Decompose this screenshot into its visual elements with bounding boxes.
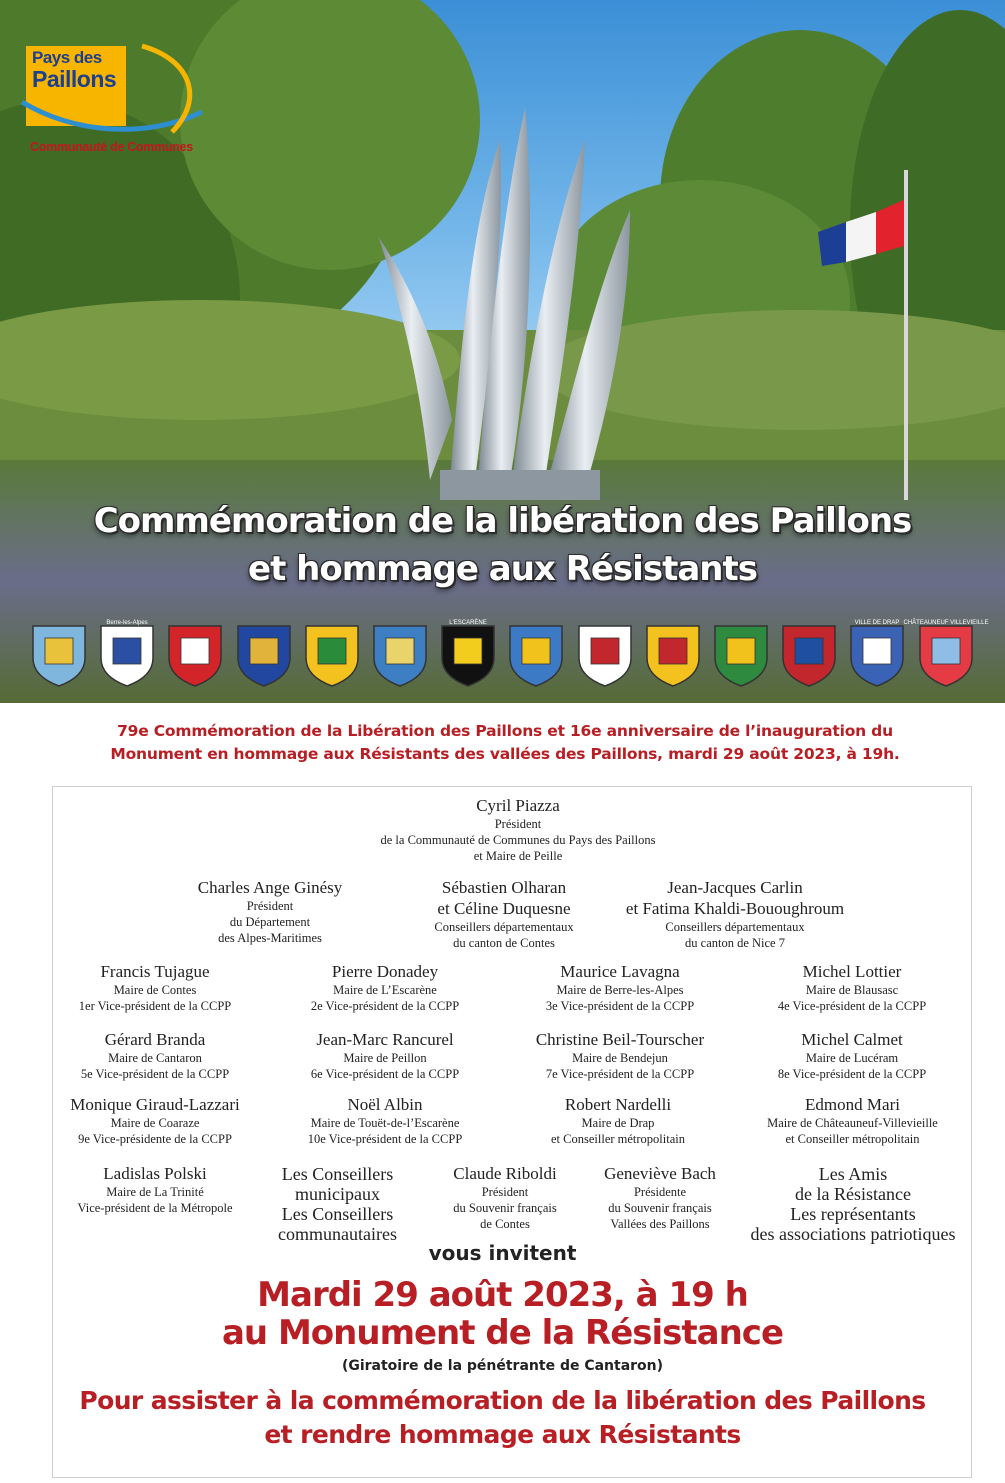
shield-icon (30, 616, 88, 688)
host-name: et Céline Duquesne (437, 899, 571, 918)
host-name: Robert Nardelli (564, 1095, 672, 1114)
group-label: Les Amis (818, 1164, 888, 1184)
group-label: Les Conseillers (281, 1204, 394, 1224)
host-role: et Conseiller métropolitain (785, 1132, 920, 1146)
crest-label: L'ESCARÈNE (449, 620, 487, 626)
shield-icon (507, 616, 565, 688)
host-giraud-lazzari (45, 1094, 265, 1147)
crest-10 (644, 616, 698, 686)
shield-icon (371, 616, 429, 688)
host-role: Président (494, 817, 542, 831)
host-role: 7e Vice-président de la CCPP (545, 1067, 695, 1081)
host-role: 4e Vice-président de la CCPP (777, 999, 927, 1013)
host-role: et Maire de Peille (473, 849, 563, 863)
host-role: Présidente (633, 1185, 687, 1199)
shield-icon (780, 616, 838, 688)
crest-1 (30, 616, 84, 686)
intro-line1: 79e Commémoration de la Libération des Paillons et 16e anniversaire de l’inauguration du (117, 722, 893, 740)
event-location: (Giratoire de la pénétrante de Cantaron) (341, 1358, 664, 1374)
crest-9 (576, 616, 630, 686)
invite-text: vous invitent (428, 1241, 577, 1265)
crest-2 (98, 616, 152, 686)
host-olharan (404, 877, 604, 951)
host-role: 1er Vice-président de la CCPP (78, 999, 232, 1013)
host-albin (285, 1094, 485, 1147)
host-riboldi (415, 1163, 595, 1232)
host-tujague (55, 961, 255, 1014)
host-carlin (610, 877, 860, 951)
host-role: Maire de Peillon (343, 1051, 427, 1065)
host-role: Maire de Touët-de-l’Escarène (310, 1116, 460, 1130)
crest-12 (780, 616, 834, 686)
host-role: 3e Vice-président de la CCPP (545, 999, 695, 1013)
crest-13 (848, 616, 902, 686)
host-name: et Fatima Khaldi-Bououghroum (625, 899, 845, 918)
host-name: Ladislas Polski (103, 1164, 207, 1183)
host-role: 5e Vice-président de la CCPP (80, 1067, 230, 1081)
intro-line2: Monument en hommage aux Résistants des vallées des Paillons, mardi 29 août 2023, à 19h. (110, 745, 900, 763)
host-mari (740, 1094, 965, 1147)
hero-title (0, 497, 1005, 593)
host-ginesy (170, 877, 370, 946)
logo-name-line1: Pays des (32, 48, 102, 67)
host-role: Maire de Berre-les-Alpes (556, 983, 684, 997)
host-role: Vallées des Paillons (610, 1217, 710, 1231)
shield-icon (439, 616, 497, 688)
group-label: Les représentants (790, 1204, 916, 1224)
shield-icon (303, 616, 361, 688)
event-date: Mardi 29 août 2023, à 19 h (257, 1275, 748, 1315)
hero-title-line2: et hommage aux Résistants (248, 549, 757, 589)
shield-icon (576, 616, 634, 688)
host-role: Maire de Drap (581, 1116, 655, 1130)
host-role: 8e Vice-président de la CCPP (777, 1067, 927, 1081)
host-role: 2e Vice-président de la CCPP (310, 999, 460, 1013)
host-role: et Conseiller métropolitain (551, 1132, 685, 1146)
host-role: Maire de Blausasc (805, 983, 899, 997)
host-role: du canton de Nice 7 (685, 936, 785, 950)
commune-crests (30, 616, 989, 692)
group-label: Les Conseillers (281, 1164, 394, 1184)
host-role: du Souvenir français (608, 1201, 712, 1215)
host-role: de Contes (480, 1217, 530, 1231)
shield-icon (644, 616, 702, 688)
hero-photo (0, 0, 1005, 703)
host-donadey (285, 961, 485, 1014)
crest-5 (303, 616, 357, 686)
crest-8 (507, 616, 561, 686)
crest-label: VILLE DE DRAP (855, 620, 900, 626)
crest-7 (439, 616, 493, 686)
crest-3 (166, 616, 220, 686)
crest-11 (712, 616, 766, 686)
shield-icon (235, 616, 293, 688)
crest-label: CHÂTEAUNEUF VILLEVIEILLE (903, 620, 989, 626)
host-name: Gérard Branda (104, 1030, 206, 1049)
host-name: Michel Calmet (801, 1030, 903, 1049)
host-role: Maire de La Trinité (106, 1185, 204, 1199)
shield-icon (712, 616, 770, 688)
host-name: Geneviève Bach (604, 1164, 716, 1183)
crest-label: Berre-les-Alpes (106, 620, 148, 626)
host-role: Maire de Bendejun (572, 1051, 668, 1065)
host-lottier (752, 961, 952, 1014)
logo-subtitle: Communauté de Communes (30, 140, 193, 154)
host-bach (580, 1163, 740, 1232)
group-label: communautaires (278, 1224, 397, 1244)
host-piazza (303, 795, 733, 864)
shield-icon (166, 616, 224, 688)
host-role: Maire de L’Escarène (333, 983, 437, 997)
shield-icon (903, 616, 989, 688)
group-label: de la Résistance (795, 1184, 911, 1204)
crest-4 (235, 616, 289, 686)
host-name: Michel Lottier (802, 962, 902, 981)
host-branda (55, 1029, 255, 1082)
host-role: Président (481, 1185, 529, 1199)
host-name: Sébastien Olharan (441, 878, 567, 897)
host-rancurel (285, 1029, 485, 1082)
host-beil-tourscher (510, 1029, 730, 1082)
host-name: Monique Giraud-Lazzari (70, 1095, 240, 1114)
host-role: Maire de Coaraze (110, 1116, 200, 1130)
shield-icon (98, 616, 156, 688)
host-role: Maire de Lucéram (805, 1051, 899, 1065)
host-role: des Alpes-Maritimes (218, 931, 322, 945)
host-name: Pierre Donadey (331, 962, 439, 981)
host-name: Jean-Marc Rancurel (316, 1030, 454, 1049)
shield-icon (848, 616, 906, 688)
logo-name-line2: Paillons (32, 66, 117, 92)
group-label: des associations patriotiques (750, 1224, 956, 1244)
host-name: Francis Tujague (100, 962, 210, 981)
host-name: Noël Albin (347, 1095, 423, 1114)
host-role: du Département (229, 915, 311, 929)
hero-title-line1: Commémoration de la libération des Paillons (93, 501, 912, 541)
host-nardelli (518, 1094, 718, 1147)
host-calmet (752, 1029, 952, 1082)
host-role: du Souvenir français (453, 1201, 557, 1215)
host-role: Conseillers départementaux (434, 920, 574, 934)
group-label: municipaux (295, 1184, 380, 1204)
host-polski (55, 1163, 255, 1216)
pays-des-paillons-logo (22, 40, 212, 160)
host-name: Maurice Lavagna (560, 962, 680, 981)
host-conseillers (260, 1164, 415, 1244)
host-name: Cyril Piazza (476, 796, 560, 815)
host-name: Claude Riboldi (453, 1164, 557, 1183)
host-name: Christine Beil-Tourscher (535, 1030, 705, 1049)
host-lavagna (520, 961, 720, 1014)
host-role: Président (246, 899, 294, 913)
intro-text (40, 720, 970, 766)
host-role: 6e Vice-président de la CCPP (310, 1067, 460, 1081)
host-role: Maire de Cantaron (108, 1051, 202, 1065)
host-role: de la Communauté de Communes du Pays des Paillons (380, 833, 656, 847)
host-name: Jean-Jacques Carlin (667, 878, 803, 897)
host-role: du canton de Contes (453, 936, 555, 950)
host-role: Vice-président de la Métropole (77, 1201, 233, 1215)
host-role: 10e Vice-président de la CCPP (307, 1132, 463, 1146)
host-name: Edmond Mari (805, 1095, 900, 1114)
host-role: Conseillers départementaux (665, 920, 805, 934)
event-purpose-line1: Pour assister à la commémoration de la libération des Paillons (79, 1386, 926, 1415)
event-place: au Monument de la Résistance (221, 1313, 784, 1353)
crest-14 (903, 616, 989, 686)
host-name: Charles Ange Ginésy (197, 878, 343, 897)
event-purpose-line2: et rendre hommage aux Résistants (264, 1420, 741, 1449)
host-role: Maire de Châteauneuf-Villevieille (767, 1116, 938, 1130)
host-role: Maire de Contes (113, 983, 197, 997)
host-amis-resistance (738, 1164, 968, 1244)
host-role: 9e Vice-présidente de la CCPP (78, 1132, 232, 1146)
crest-6 (371, 616, 425, 686)
